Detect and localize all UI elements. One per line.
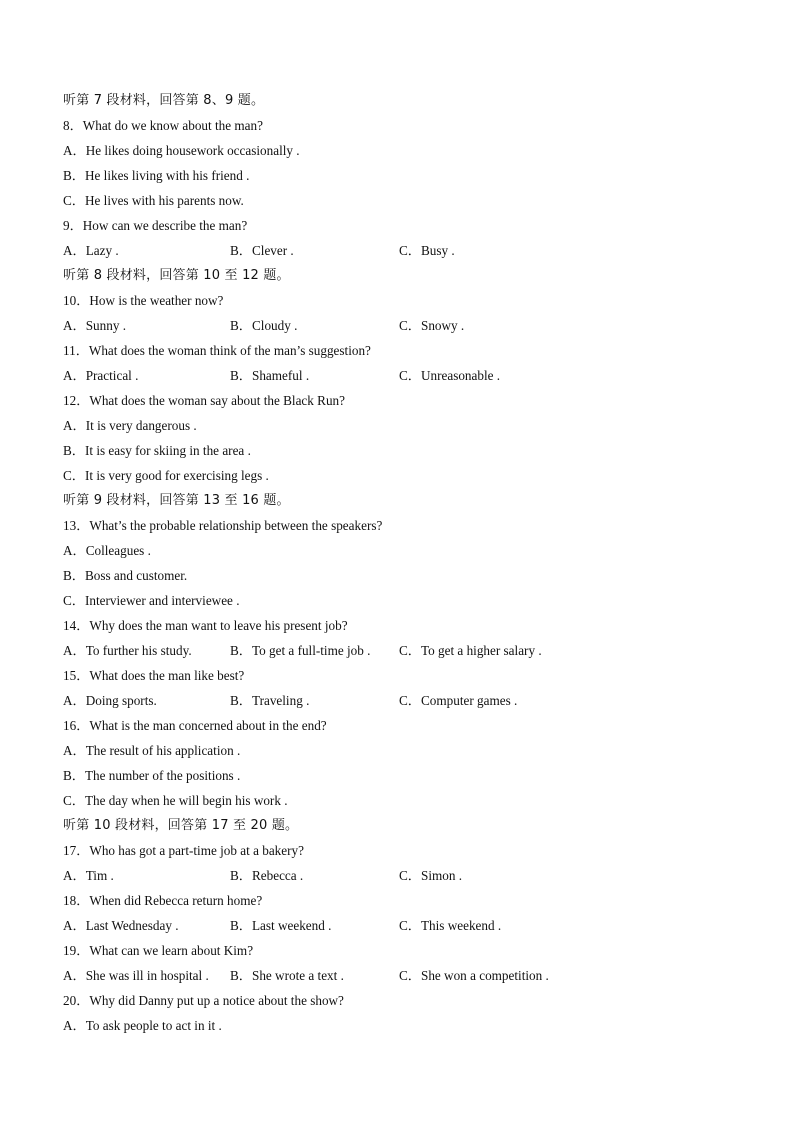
section-instruction: 听第 10 段材料，回答第 17 至 20 题。 (63, 818, 299, 833)
question-stem: 17．Who has got a part-time job at a bakery? (63, 843, 304, 858)
section-instruction: 听第 8 段材料，回答第 10 至 12 题。 (63, 268, 290, 283)
answer-option: A．Doing sports. (63, 693, 157, 708)
answer-option: C．Computer games . (399, 693, 518, 708)
answer-options-row (63, 363, 753, 388)
question-stem: 18．When did Rebecca return home? (63, 893, 263, 908)
answer-option: B．Shameful . (230, 368, 310, 383)
answer-option: C．She won a competition . (399, 968, 549, 983)
answer-option: A．The result of his application . (63, 743, 241, 758)
question-stem: 16．What is the man concerned about in the end? (63, 718, 327, 733)
answer-option: B．To get a full-time job . (230, 643, 371, 658)
answer-options-row (63, 238, 753, 263)
answer-option: C．It is very good for exercising legs . (63, 468, 269, 483)
answer-options-row (63, 313, 753, 338)
question-stem: 13．What’s the probable relationship between the speakers? (63, 518, 383, 533)
answer-option: C．Simon . (399, 868, 463, 883)
question-stem: 19．What can we learn about Kim? (63, 943, 254, 958)
answer-option: A．Last Wednesday . (63, 918, 179, 933)
answer-option: B．Rebecca . (230, 868, 304, 883)
question-stem: 15．What does the man like best? (63, 668, 245, 683)
section-instruction: 听第 7 段材料，回答第 8、9 题。 (63, 93, 265, 108)
answer-option: B．He likes living with his friend . (63, 168, 250, 183)
answer-option: B．The number of the positions . (63, 768, 241, 783)
answer-option: C．Interviewer and interviewee . (63, 593, 240, 608)
answer-option: C．Busy . (399, 243, 455, 258)
exam-page (63, 88, 753, 1038)
question-stem: 10．How is the weather now? (63, 293, 224, 308)
answer-option: C．To get a higher salary . (399, 643, 542, 658)
section-instruction: 听第 9 段材料，回答第 13 至 16 题。 (63, 493, 290, 508)
answer-option: A．To ask people to act in it . (63, 1018, 222, 1033)
answer-option: A．Lazy . (63, 243, 119, 258)
answer-option: C．Unreasonable . (399, 368, 501, 383)
answer-option: B．Traveling . (230, 693, 310, 708)
answer-option: A．Tim . (63, 868, 114, 883)
question-stem: 20．Why did Danny put up a notice about the show? (63, 993, 344, 1008)
answer-option: B．Cloudy . (230, 318, 298, 333)
answer-option: A．Colleagues . (63, 543, 151, 558)
answer-option: B．She wrote a text . (230, 968, 344, 983)
question-stem: 9．How can we describe the man? (63, 218, 248, 233)
answer-option: A．To further his study. (63, 643, 192, 658)
answer-option: A．It is very dangerous . (63, 418, 197, 433)
answer-options-row (63, 638, 753, 663)
answer-option: C．He lives with his parents now. (63, 193, 244, 208)
question-stem: 8．What do we know about the man? (63, 118, 263, 133)
answer-option: A．Sunny . (63, 318, 127, 333)
answer-option: C．The day when he will begin his work . (63, 793, 288, 808)
answer-option: A．He likes doing housework occasionally . (63, 143, 300, 158)
answer-option: C．This weekend . (399, 918, 502, 933)
question-stem: 12．What does the woman say about the Black Run? (63, 393, 345, 408)
answer-option: B．Last weekend . (230, 918, 332, 933)
answer-option: B．Clever . (230, 243, 294, 258)
answer-options-row (63, 963, 753, 988)
question-stem: 11．What does the woman think of the man’s suggestion? (63, 343, 371, 358)
answer-option: A．Practical . (63, 368, 139, 383)
answer-options-row (63, 913, 753, 938)
answer-option: B．Boss and customer. (63, 568, 188, 583)
question-stem: 14．Why does the man want to leave his present job? (63, 618, 348, 633)
answer-options-row (63, 863, 753, 888)
answer-options-row (63, 688, 753, 713)
answer-option: C．Snowy . (399, 318, 465, 333)
answer-option: B．It is easy for skiing in the area . (63, 443, 251, 458)
answer-option: A．She was ill in hospital . (63, 968, 209, 983)
